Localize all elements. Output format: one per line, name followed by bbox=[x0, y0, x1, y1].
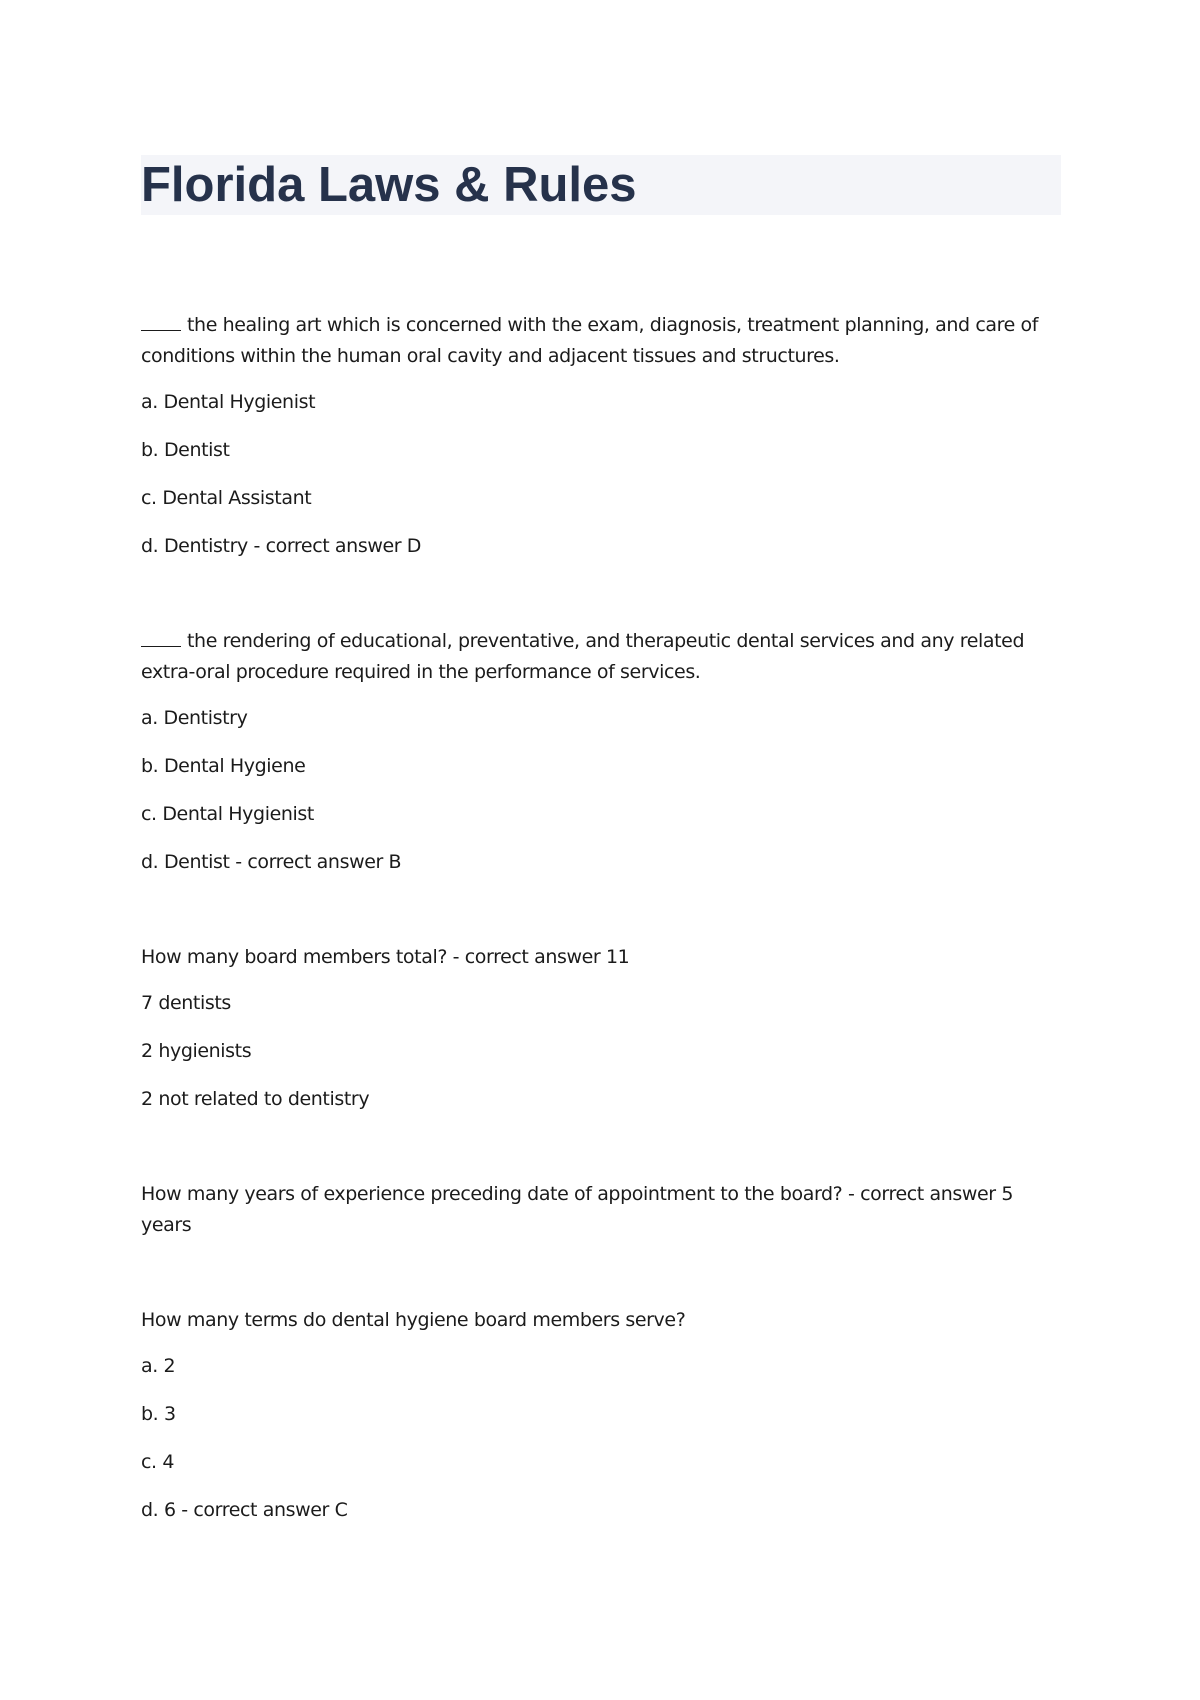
answer-blank bbox=[141, 626, 181, 647]
question-stem bbox=[141, 626, 1061, 688]
question-5 bbox=[141, 1305, 1061, 1526]
answer-option: c. Dental Hygienist bbox=[141, 803, 314, 825]
answer-blank bbox=[141, 310, 181, 331]
answer-option: a. Dentistry bbox=[141, 707, 248, 729]
answer-option: d. 6 - correct answer C bbox=[141, 1499, 348, 1521]
question-text: the rendering of educational, preventative, and therapeutic dental services and any related extra-oral procedure required in the performance of services. bbox=[141, 630, 1025, 683]
answer-detail: 2 not related to dentistry bbox=[141, 1088, 370, 1110]
question-text: How many years of experience preceding date of appointment to the board? - correct answer 5 years bbox=[141, 1183, 1014, 1236]
answer-option: b. Dentist bbox=[141, 439, 230, 461]
answer-option: d. Dentist - correct answer B bbox=[141, 851, 402, 873]
document-body bbox=[141, 310, 1061, 1543]
answer-option: b. Dental Hygiene bbox=[141, 755, 306, 777]
answer-option: b. 3 bbox=[141, 1403, 176, 1425]
page-title: Florida Laws & Rules bbox=[141, 158, 637, 212]
answer-detail: 7 dentists bbox=[141, 992, 231, 1014]
question-text: How many terms do dental hygiene board members serve? bbox=[141, 1309, 686, 1331]
answer-option: d. Dentistry - correct answer D bbox=[141, 535, 422, 557]
answer-option: c. Dental Assistant bbox=[141, 487, 312, 509]
question-stem bbox=[141, 310, 1061, 372]
question-text: How many board members total? - correct answer 11 bbox=[141, 946, 630, 968]
question-3 bbox=[141, 942, 1061, 1115]
answer-detail: 2 hygienists bbox=[141, 1040, 252, 1062]
question-2 bbox=[141, 626, 1061, 878]
answer-option: a. Dental Hygienist bbox=[141, 391, 316, 413]
question-1 bbox=[141, 310, 1061, 562]
question-text: the healing art which is concerned with the exam, diagnosis, treatment planning, and care of conditions within the human oral cavity and adjacent tissues and structures. bbox=[141, 314, 1039, 367]
answer-option: c. 4 bbox=[141, 1451, 175, 1473]
answer-option: a. 2 bbox=[141, 1355, 176, 1377]
question-4 bbox=[141, 1179, 1061, 1241]
